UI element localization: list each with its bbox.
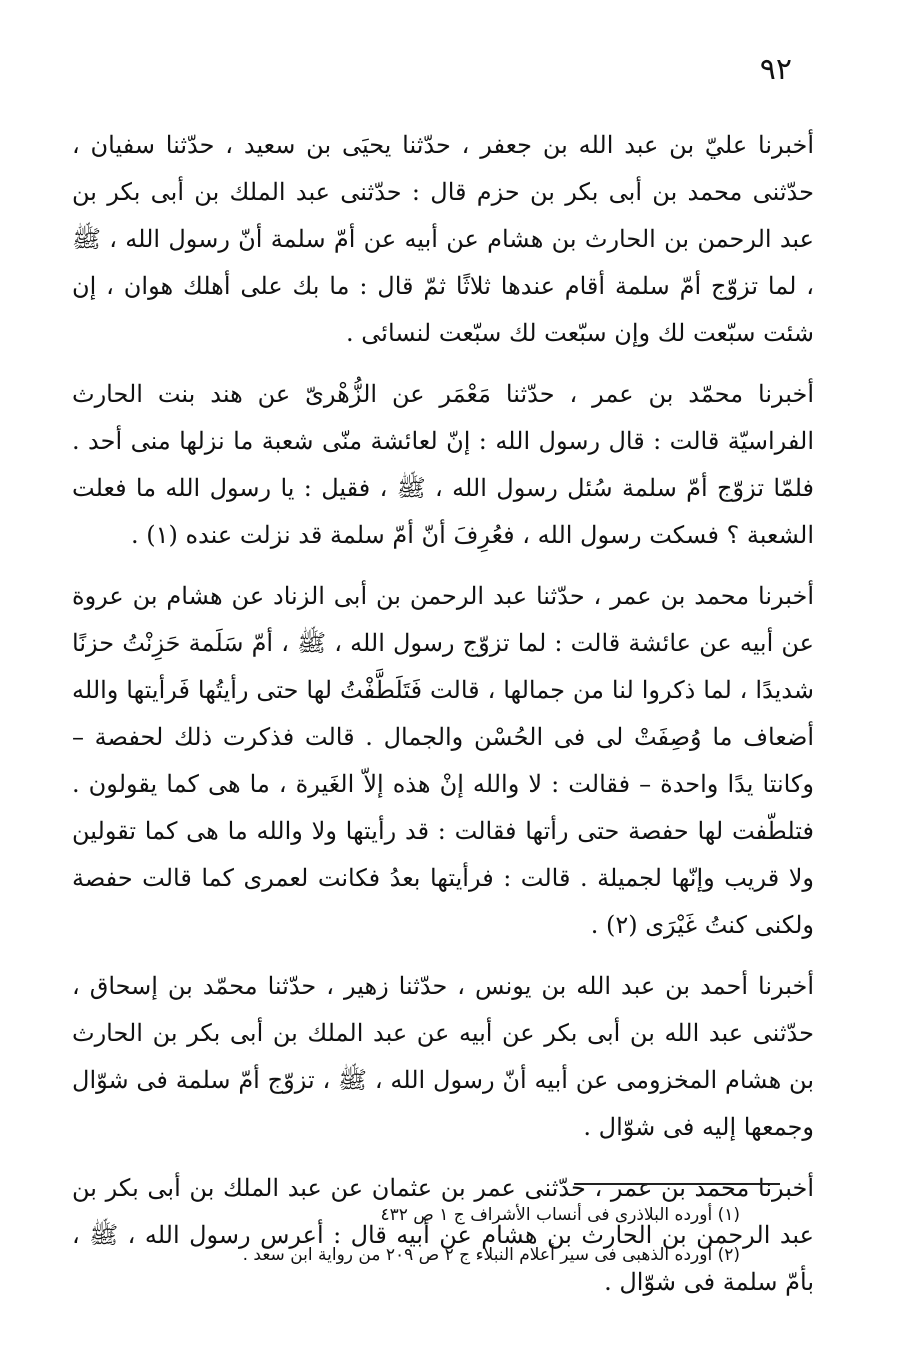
footnotes xyxy=(180,1195,740,1275)
paragraph-1: أخبرنا عليّ بن عبد الله بن جعفر ، حدّثنا يحيَى بن سعيد ، حدّثنا سفيان ، حدّثنى محمد بن أبى بكر بن حزم قال : حدّثنى عبد الملك بن أبى بكر بن عبد الرحمن بن الحارث بن هشام عن أبيه عن أمّ سلمة أنّ رسول الله ، ﷺ ، لما تزوّج أمّ سلمة أقام عندها ثلاثًا ثمّ قال : ما بك على أهلك هوان ، إن شئت سبّعت لك وإن سبّعت لك سبّعت لنسائى . xyxy=(72,131,814,347)
footnote-2: (٢) أورده الذهبى فى سير أعلام النبلاء ج ٢ ص ٢٠٩ من رواية ابن سعد . xyxy=(242,1245,740,1265)
footnote-1: (١) أورده البلاذرى فى أنساب الأشراف ج ١ ص ٤٣٢ xyxy=(380,1205,740,1225)
paragraph-4: أخبرنا أحمد بن عبد الله بن يونس ، حدّثنا زهير ، حدّثنا محمّد بن إسحاق ، حدّثنى عبد الله بن أبى بكر عن أبيه عن عبد الملك بن أبى بكر بن الحارث بن هشام المخزومى عن أبيه أنّ رسول الله ، ﷺ ، تزوّج أمّ سلمة فى شوّال وجمعها إليه فى شوّال . xyxy=(72,972,815,1141)
footnote-separator xyxy=(574,1183,780,1185)
main-text xyxy=(72,122,814,1320)
paragraph-2: أخبرنا محمّد بن عمر ، حدّثنا مَعْمَر عن الزُّهْرىّ عن هند بنت الحارث الفراسيّة قالت : قال رسول الله : إنّ لعائشة منّى شعبة ما نزلها منى أحد . فلمّا تزوّج أمّ سلمة سُئل رسول الله ، ﷺ ، فقيل : يا رسول الله ما فعلت الشعبة ؟ فسكت رسول الله ، فعُرِفَ أنّ أمّ سلمة قد نزلت عنده (١) . xyxy=(72,380,814,549)
paragraph-5: أخبرنا محمد بن عمر ، حدّثنى عمر بن عثمان عن عبد الملك بن أبى بكر بن عبد الرحمن بن الحارث بن هشام عن أبيه قال : أعرس رسول الله ، ﷺ ، بأمّ سلمة فى شوّال . xyxy=(72,1174,814,1296)
page-number: ٩٢ xyxy=(759,52,792,87)
paragraph-3: أخبرنا محمد بن عمر ، حدّثنا عبد الرحمن بن أبى الزناد عن هشام بن عروة عن أبيه عن عائشة قالت : لما تزوّج رسول الله ، ﷺ ، أمّ سَلَمة حَزِنْتُ حزنًا شديدًا ، لما ذكروا لنا من جمالها ، قالت فَتَلَطَّفْتُ لها حتى رأيتُها فَرأيتها والله أضعاف ما وُصِفَتْ لى فى الحُسْن والجمال . قالت فذكرت ذلك لحفصة – وكانتا يدًا واحدة – فقالت : لا والله إنْ هذه إلاّ الغَيرة ، ما هى كما يقولون . فتلطّفت لها حفصة حتى رأتها فقالت : قد رأيتها ولا والله ما هى كما تقولين ولا قريب وإنّها لجميلة . قالت : فرأيتها بعدُ فكانت لعمرى كما قالت حفصة ولكنى كنتُ غَيْرَى (٢) . xyxy=(72,582,815,939)
